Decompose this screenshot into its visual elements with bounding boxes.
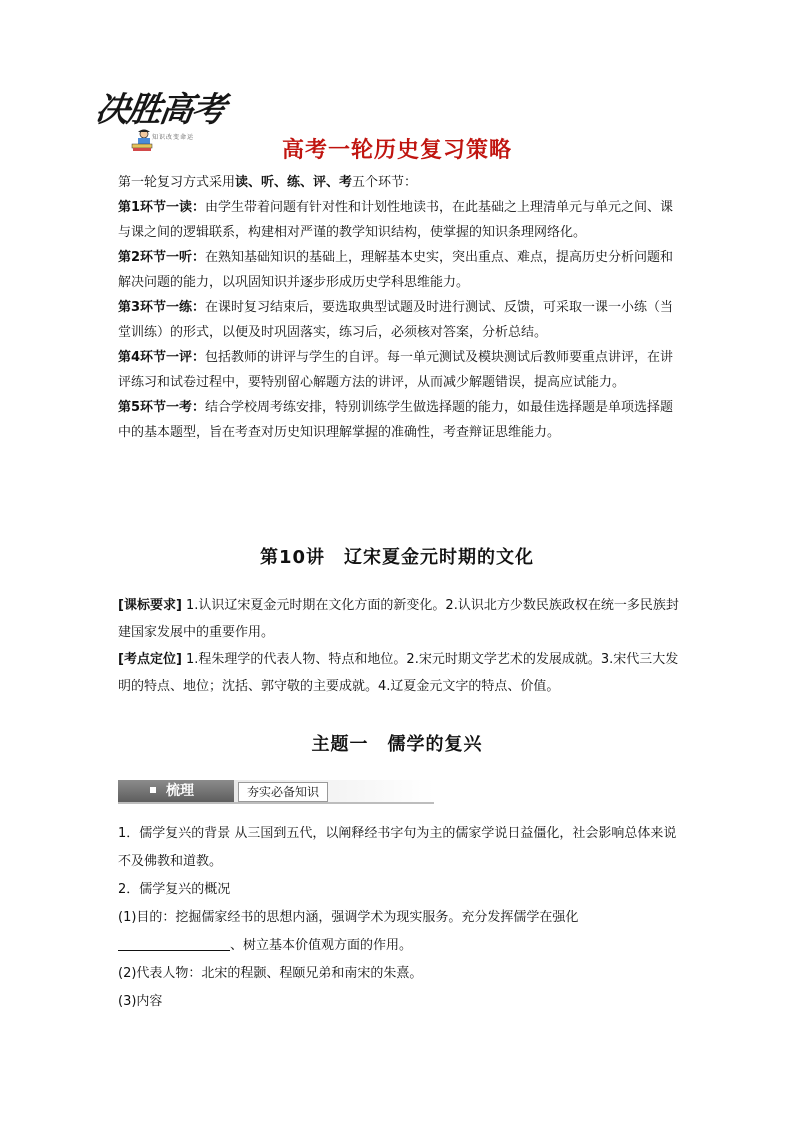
step-paragraph bbox=[118, 345, 684, 395]
step-text: 结合学校周考练安排，特别训练学生做选择题的能力，如最佳选择题是单项选择题中的基本题型，旨在考查对历史知识理解掌握的准确性，考查辩证思维能力。 bbox=[118, 400, 674, 440]
step-label: 第2环节一听： bbox=[118, 250, 206, 265]
content-section bbox=[118, 820, 684, 1016]
topic-title: 主题一 儒学的复兴 bbox=[311, 734, 483, 755]
section-bar bbox=[118, 780, 434, 804]
step-label: 第1环节一读： bbox=[118, 200, 206, 215]
step-paragraph bbox=[118, 395, 684, 445]
intro-lead-post: 五个环节： bbox=[352, 175, 418, 190]
section-bar-label: 梳理 bbox=[166, 783, 194, 799]
intro-lead-bold: 读、听、练、评、考 bbox=[235, 175, 353, 190]
content-item: (2)代表人物：北宋的程颢、程颐兄弟和南宋的朱熹。 bbox=[118, 966, 423, 981]
logo-tagline: 知识改变命运 bbox=[152, 134, 195, 141]
step-paragraph bbox=[118, 245, 684, 295]
step-paragraph bbox=[118, 195, 684, 245]
intro-lead-pre: 第一轮复习方式采用 bbox=[118, 175, 236, 190]
requirement-text: 1.认识辽宋夏金元时期在文化方面的新变化。2.认识北方少数民族政权在统一多民族封建国家发展中的重要作用。 bbox=[118, 598, 679, 640]
section-bar-underline bbox=[118, 802, 434, 804]
step-text: 在课时复习结束后，要选取典型试题及时进行测试、反馈，可采取一课一小练（当堂训练）的形式，以便及时巩固落实，练习后，必须核对答案，分析总结。 bbox=[118, 300, 674, 340]
requirement-tag: [课标要求] bbox=[118, 598, 182, 613]
content-item: 1．儒学复兴的背景 从三国到五代，以阐释经书字句为主的儒家学说日益僵化，社会影响总体来说不及佛教和道教。 bbox=[118, 826, 677, 869]
section-bar-sublabel: 夯实必备知识 bbox=[238, 782, 328, 802]
requirements-section bbox=[118, 592, 684, 700]
step-text: 由学生带着问题有针对性和计划性地读书，在此基础之上理清单元与单元之间、课与课之间的逻辑联系，构建相对严谨的教学知识结构，使掌握的知识条理网络化。 bbox=[118, 200, 674, 240]
fill-in-blank[interactable] bbox=[118, 936, 230, 951]
requirement-tag: [考点定位] bbox=[118, 652, 182, 667]
intro-lead bbox=[118, 170, 684, 195]
logo-text: 决胜高考 bbox=[92, 90, 227, 130]
content-text: (1)目的：挖掘儒家经书的思想内涵，强调学术为现实服务。充分发挥儒学在强化 bbox=[118, 910, 579, 925]
step-label: 第5环节一考： bbox=[118, 400, 206, 415]
content-item: 2．儒学复兴的概况 bbox=[118, 882, 231, 897]
step-label: 第3环节一练： bbox=[118, 300, 206, 315]
step-paragraph bbox=[118, 295, 684, 345]
step-text: 在熟知基础知识的基础上，理解基本史实，突出重点、难点，提高历史分析问题和解决问题的能力，以巩固知识并逐步形成历史学科思维能力。 bbox=[118, 250, 674, 290]
lecture-title: 第10讲 辽宋夏金元时期的文化 bbox=[259, 547, 535, 568]
content-item bbox=[118, 904, 684, 960]
step-label: 第4环节一评： bbox=[118, 350, 206, 365]
intro-section bbox=[118, 170, 684, 445]
requirement-item bbox=[118, 646, 684, 700]
content-item: (3)内容 bbox=[118, 994, 163, 1009]
requirement-item bbox=[118, 592, 684, 646]
step-text: 包括教师的讲评与学生的自评。每一单元测试及模块测试后教师要重点讲评，在讲评练习和试卷过程中，要特别留心解题方法的讲评，从而减少解题错误，提高应试能力。 bbox=[118, 350, 674, 390]
section-bar-label-block bbox=[118, 780, 234, 802]
square-bullet-icon bbox=[150, 787, 156, 793]
requirement-text: 1.程朱理学的代表人物、特点和地位。2.宋元时期文学艺术的发展成就。3.宋代三大发明的特点、地位；沈括、郭守敬的主要成就。4.辽夏金元文字的特点、价值。 bbox=[118, 652, 679, 694]
main-title: 高考一轮历史复习策略 bbox=[281, 138, 512, 163]
content-text: 、树立基本价值观方面的作用。 bbox=[230, 938, 413, 953]
